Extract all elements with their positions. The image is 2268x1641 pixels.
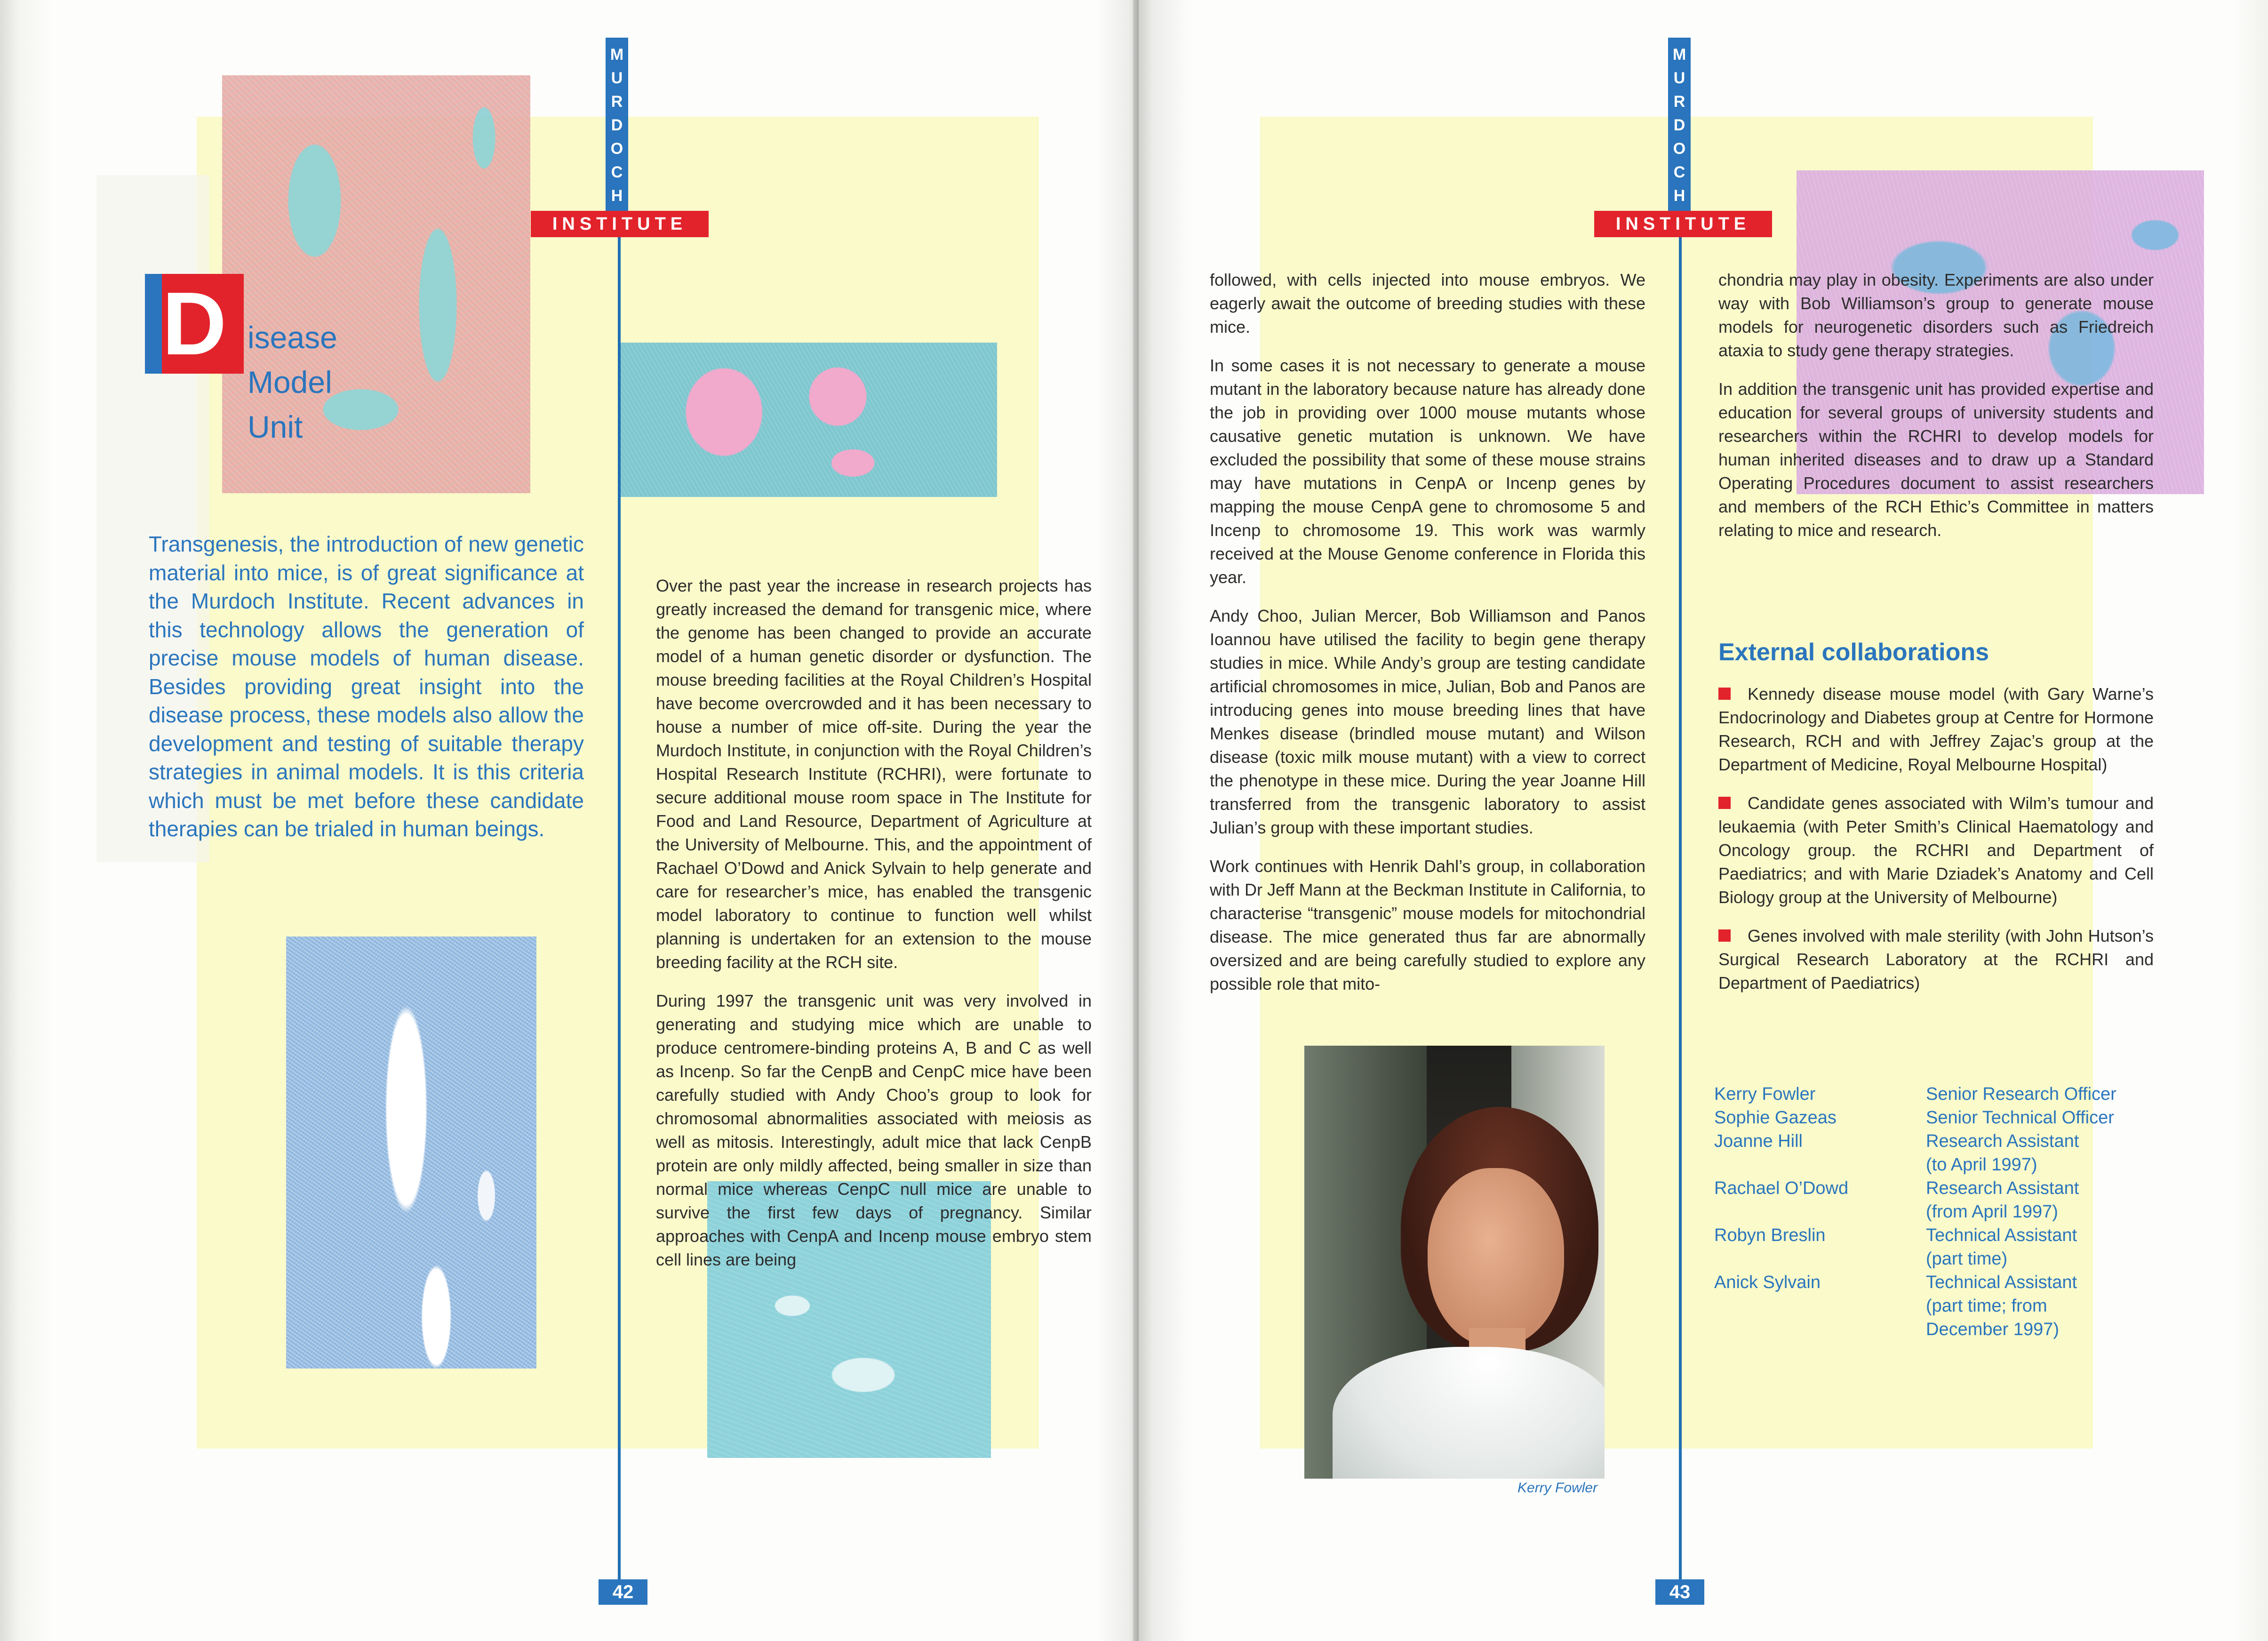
photo-caption: Kerry Fowler <box>1517 1480 1598 1496</box>
intro-paragraph: Transgenesis, the introduction of new genetic material into mice, is of great significance at the Murdoch Institute. Recent advances in this technology allows the generation of precise mouse models of human disease. Besides providing great insight into the disease process, these models also allow the development and testing of suitable therapy strategies in animal models. It is this criteria which must be met before these candidate therapies can be trialed in human beings. <box>149 532 584 841</box>
brand-letter: H <box>1673 187 1685 205</box>
staff-role: Senior Technical Officer <box>1926 1108 2114 1128</box>
brand-letter: H <box>611 187 623 205</box>
vertical-rule <box>618 235 621 1581</box>
bullet-icon <box>1718 929 1731 942</box>
staff-name: Anick Sylvain <box>1714 1273 1821 1292</box>
list-item: Kennedy disease mouse model (with Gary Warne’s Endocrinology and Diabetes group at Centre for Hormone Research, RCH and with Jeffrey Zajac’s group at the Department of Medicine, Royal Melbourne Hospital) <box>1718 684 2154 774</box>
brand-letter: D <box>1673 116 1685 134</box>
section-heading: External collaborations <box>1718 639 1989 666</box>
body-paragraph: In addition the transgenic unit has provided expertise and education for several groups of university students and researchers within the RCHRI to develop models for human inherited diseases and to draw up a Standard Operating Procedures document to assist researchers and members of the RCH Ethic’s Committee in matters relating to mice and research. <box>1718 379 2154 540</box>
brand-institute-horizontal: INSTITUTE <box>531 211 709 237</box>
staff-row <box>1714 1271 2138 1341</box>
body-paragraph: chondria may play in obesity. Experiments are also under way with Bob Williamson’s group to generate mouse models for neurogenetic disorders such as Friedreich ataxia to study gene therapy strategies. <box>1718 270 2154 360</box>
brand-letter: O <box>610 140 623 158</box>
staff-role: Research Assistant (to April 1997) <box>1926 1131 2079 1175</box>
body-paragraph: Over the past year the increase in research projects has greatly increased the demand for transgenic mice, where the genome has been changed to provide an accurate model of a human genetic disorder or dysfunction. The mouse breeding facilities at the Royal Children’s Hospital have become overcrowded and it has been necessary to house a number of mice off-site. During the year the Murdoch Institute, in conjunction with the Royal Children’s Hospital Research Institute (RCHRI), were fortunate to secure additional mouse room space in The Institute for Food and Land Resource, Department of Agriculture at the University of Melbourne. This, and the appointment of Rachael O’Dowd and Anick Sylvain to help generate and care for researcher’s mice, has enabled the transgenic model laboratory to continue to function well whilst planning is undertaken for an extension to the mouse breeding facility at the RCH site. <box>656 576 1092 972</box>
page-title-line3: Unit <box>248 409 303 444</box>
body-column <box>656 574 1092 1287</box>
brand-murdoch-vertical <box>1668 38 1691 213</box>
staff-role: Technical Assistant (part time) <box>1926 1225 2077 1269</box>
bullet-icon <box>1718 688 1731 700</box>
staff-role: Technical Assistant (part time; from December 1997) <box>1926 1273 2077 1339</box>
staff-list <box>1714 1082 2138 1341</box>
page-number: 43 <box>1655 1579 1704 1605</box>
brand-letter: O <box>1673 140 1686 158</box>
vertical-rule <box>1679 235 1682 1581</box>
staff-role: Research Assistant (from April 1997) <box>1926 1178 2079 1222</box>
collaborations-list <box>1718 682 2154 1010</box>
staff-name: Robyn Breslin <box>1714 1225 1826 1245</box>
body-paragraph: Andy Choo, Julian Mercer, Bob Williamson and Panos Ioannou have utilised the facility to begin gene therapy studies in mice. While Andy’s group are testing candidate artificial chromosomes in mice, Julian, Bob and Panos are introducing genes into mouse breeding lines that have Menkes disease (brindled mouse mutant) and Wilson disease (toxic milk mouse mutant) with a view to correct the phenotype in these mice. During the year Joanne Hill transferred from the transgenic laboratory to assist Julian’s group with these important studies. <box>1210 606 1645 837</box>
brand-letter: R <box>611 93 623 111</box>
body-paragraph: Work continues with Henrik Dahl’s group, in collaboration with Dr Jeff Mann at the Beckman Institute in California, to characterise “transgenic” mouse models for mitochondrial disease. The mice generated thus far are abnormally oversized and are being carefully studied to explore any possible role that mito- <box>1210 857 1645 993</box>
list-item: Candidate genes associated with Wilm’s tumour and leukaemia (with Peter Smith’s Clinical Haematology and Oncology group. the RCHRI and Department of Paediatrics; and with Marie Dziadek’s Anatomy and Cell Biology group at the University of Melbourne) <box>1718 793 2154 907</box>
staff-row <box>1714 1224 2138 1271</box>
staff-row <box>1714 1106 2138 1129</box>
staff-row <box>1714 1177 2138 1224</box>
brand-murdoch-vertical <box>606 38 628 213</box>
staff-row <box>1714 1129 2138 1177</box>
page-number: 42 <box>599 1579 647 1605</box>
staff-name: Sophie Gazeas <box>1714 1108 1837 1128</box>
brand-letter: C <box>1673 163 1685 181</box>
list-item: Genes involved with male sterility (with John Hutson’s Surgical Research Laboratory at the RCHRI and Department of Paediatrics) <box>1718 926 2154 993</box>
micrograph-image-teal <box>618 343 997 497</box>
bullet-icon <box>1718 797 1731 809</box>
photo-lab-coat <box>1333 1347 1605 1479</box>
body-column-left <box>1210 268 1645 1011</box>
brand-letter: D <box>611 116 623 134</box>
body-paragraph: In some cases it is not necessary to generate a mouse mutant in the laboratory because nature has already done the job in providing over 1000 mouse mutants whose causative genetic mutation is unknown. We have excluded the possibility that some of these mouse strains may have mutations in CenpA or Incenp genes by mapping the mouse CenpA gene to chromosome 5 and Incenp to chromosome 19. This work was warmly received at the Mouse Genome conference in Florida this year. <box>1210 356 1645 587</box>
photo-face <box>1428 1168 1564 1347</box>
staff-role: Senior Research Officer <box>1926 1084 2116 1104</box>
brand-letter: C <box>611 163 623 181</box>
staff-name: Joanne Hill <box>1714 1131 1803 1151</box>
brand-letter: M <box>1672 46 1686 64</box>
title-drop-cap: D <box>145 274 244 374</box>
body-paragraph: During 1997 the transgenic unit was very involved in generating and studying mice which are unable to produce centromere-binding proteins A, B and C as well as Incenp. So far the CenpB and CenpC mice have been carefully studied with Andy Choo’s group to look for chromosomal abnormalities associated with meiosis as well as mitosis. Interestingly, adult mice that lack CenpB protein are only mildly affected, being smaller in size than normal mice whereas CenpC null mice are unable to survive the first few days of pregnancy. Similar approaches with CenpA and Incenp mouse embryo stem cell lines are being <box>656 991 1092 1269</box>
brand-letter: U <box>611 69 623 87</box>
brand-letter: M <box>610 46 624 64</box>
body-paragraph: followed, with cells injected into mouse embryos. We eagerly await the outcome of breeding studies with these mice. <box>1210 270 1645 336</box>
brand-letter: R <box>1673 93 1685 111</box>
staff-row <box>1714 1082 2138 1106</box>
page-title-line1: isease <box>248 320 337 355</box>
body-column-right <box>1718 268 2154 557</box>
staff-name: Rachael O’Dowd <box>1714 1178 1849 1198</box>
staff-name: Kerry Fowler <box>1714 1084 1816 1104</box>
micrograph-image-blue <box>286 937 536 1369</box>
page-title-line2: Model <box>248 365 332 400</box>
brand-letter: U <box>1673 69 1685 87</box>
right-page <box>1139 0 2268 1641</box>
portrait-photo <box>1304 1046 1605 1479</box>
brand-institute-horizontal: INSTITUTE <box>1594 211 1772 237</box>
